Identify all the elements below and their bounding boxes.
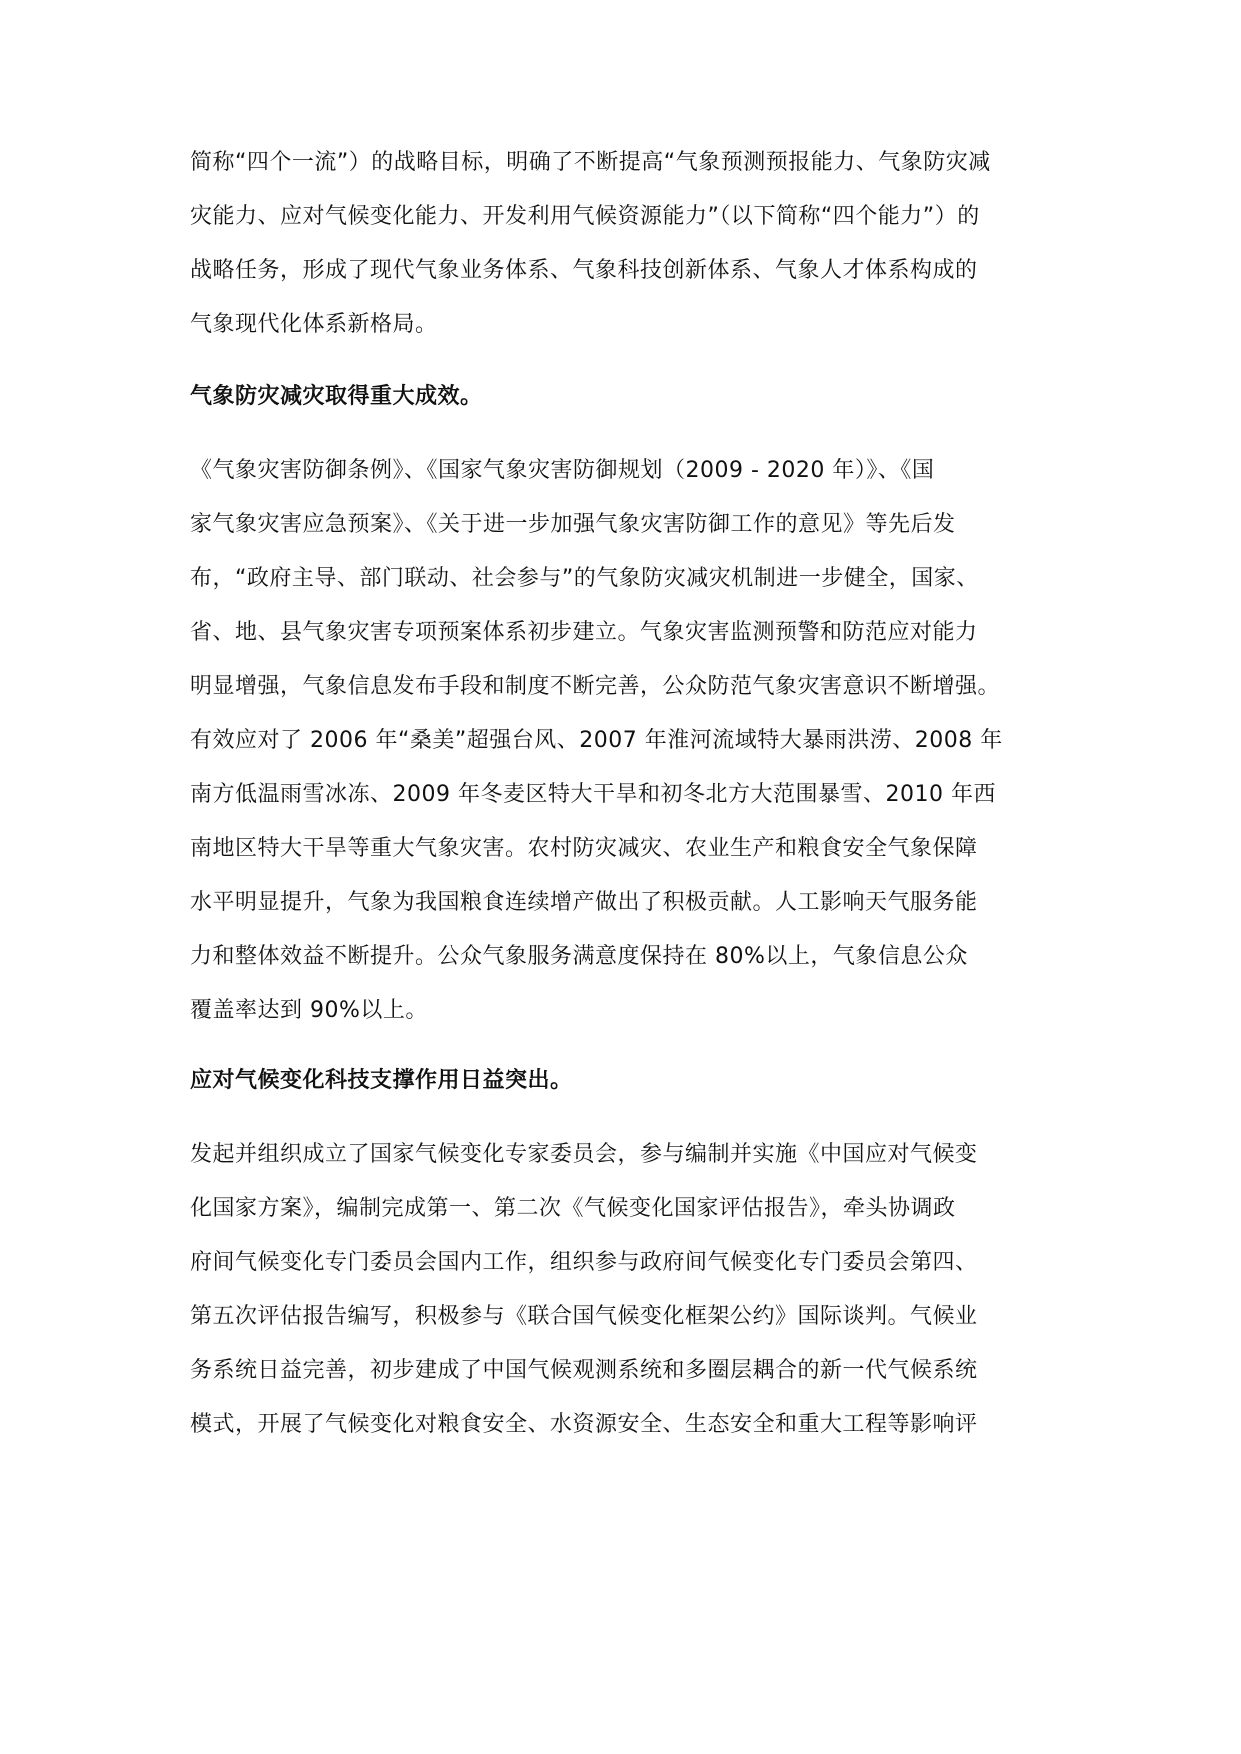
section1-line-5: 明显增强，气象信息发布手段和制度不断完善，公众防范气象灾害意识不断增强。 <box>190 674 1001 699</box>
section1-line-4: 省、地、县气象灾害专项预案体系初步建立。气象灾害监测预警和防范应对能力 <box>190 620 978 645</box>
intro-line-4: 气象现代化体系新格局。 <box>190 312 438 337</box>
section2-line-5: 务系统日益完善，初步建成了中国气候观测系统和多圈层耦合的新一代气候系统 <box>190 1358 978 1383</box>
section1-line-3: 布，“政府主导、部门联动、社会参与”的气象防灾减灾机制进一步健全，国家、 <box>190 566 979 591</box>
section2-heading: 应对气候变化科技支撑作用日益突出。 <box>190 1068 573 1093</box>
section1-line-8: 南地区特大干旱等重大气象灾害。农村防灾减灾、农业生产和粮食安全气象保障 <box>190 836 978 861</box>
intro-line-1: 简称“四个一流”）的战略目标，明确了不断提高“气象预测预报能力、气象防灾减 <box>190 150 991 175</box>
section1-line-6: 有效应对了 2006 年“桑美”超强台风、2007 年淮河流域特大暴雨洪涝、2008 年 <box>190 728 1003 753</box>
section2-line-6: 模式，开展了气候变化对粮食安全、水资源安全、生态安全和重大工程等影响评 <box>190 1412 978 1437</box>
section1-line-10: 力和整体效益不断提升。公众气象服务满意度保持在 80%以上，气象信息公众 <box>190 944 968 969</box>
section1-line-1: 《气象灾害防御条例》、《国家气象灾害防御规划（2009 - 2020 年）》、《国 <box>190 458 935 483</box>
section1-line-11: 覆盖率达到 90%以上。 <box>190 998 428 1023</box>
section1-line-9: 水平明显提升，气象为我国粮食连续增产做出了积极贡献。人工影响天气服务能 <box>190 890 978 915</box>
section1-heading: 气象防灾减灾取得重大成效。 <box>190 384 483 409</box>
section2-line-4: 第五次评估报告编写，积极参与《联合国气候变化框架公约》国际谈判。气候业 <box>190 1304 978 1329</box>
intro-line-3: 战略任务，形成了现代气象业务体系、气象科技创新体系、气象人才体系构成的 <box>190 258 978 283</box>
section2-line-3: 府间气候变化专门委员会国内工作，组织参与政府间气候变化专门委员会第四、 <box>190 1250 978 1275</box>
section2-line-1: 发起并组织成立了国家气候变化专家委员会，参与编制并实施《中国应对气候变 <box>190 1142 978 1167</box>
section1-line-7: 南方低温雨雪冰冻、2009 年冬麦区特大干旱和初冬北方大范围暴雪、2010 年西 <box>190 782 996 807</box>
section1-line-2: 家气象灾害应急预案》、《关于进一步加强气象灾害防御工作的意见》等先后发 <box>190 512 956 537</box>
intro-line-2: 灾能力、应对气候变化能力、开发利用气候资源能力”（以下简称“四个能力”）的 <box>190 204 980 229</box>
section2-line-2: 化国家方案》，编制完成第一、第二次《气候变化国家评估报告》，牵头协调政 <box>190 1196 956 1221</box>
